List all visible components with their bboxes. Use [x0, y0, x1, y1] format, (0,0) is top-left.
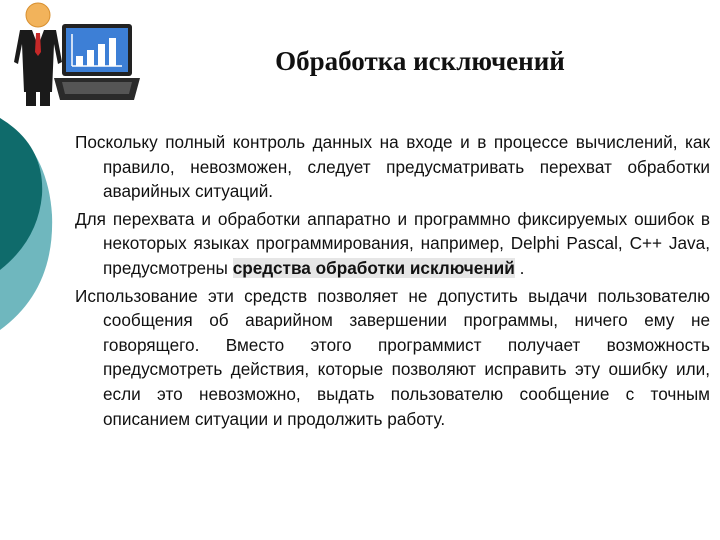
paragraph-3-text: Использование эти средств позволяет не допустить выдачи пользователю сообщения об аварийном завершении программы, ничего ему не говорящего. Вместо этого программист получает возможность предусмотреть действия, которые позволяют исправить эту ошибку или, если это невозможно, выдать пользователю сообщение с точным описанием ситуации и продолжить работу.	[75, 285, 710, 429]
paragraph-1	[75, 130, 710, 204]
slide-body	[75, 130, 710, 434]
paragraph-1-text: Поскольку полный контроль данных на входе и в процессе вычислений, как правило, невозможен, следует предусматривать перехват обработки аварийных ситуаций.	[75, 132, 710, 202]
header-illustration	[2, 0, 142, 108]
businessman-icon	[14, 3, 62, 106]
slide-title: Обработка исключений	[275, 46, 565, 76]
paragraph-2-text: Для перехвата и обработки аппаратно и программно фиксируемых ошибок в некоторых языках программирования, например, Delphi Pascal, C++ Java, предусмотрены	[75, 208, 710, 278]
paragraph-3	[75, 284, 710, 432]
paragraph-2	[75, 207, 710, 281]
laptop-chart-icon	[54, 24, 140, 100]
paragraph-2-end: .	[514, 257, 525, 278]
highlighted-term: средства обработки исключений	[232, 257, 515, 278]
